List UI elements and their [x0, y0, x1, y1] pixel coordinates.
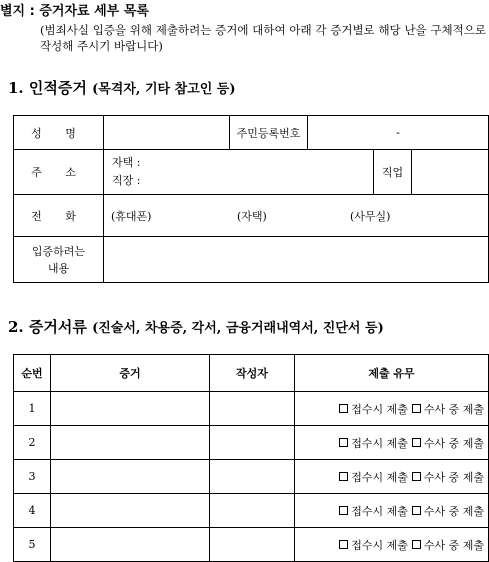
checkbox-during-investigation[interactable]	[412, 404, 421, 413]
home-address-label: 자택 :	[112, 156, 141, 169]
address-field[interactable]	[104, 150, 374, 195]
evidence-cell[interactable]	[51, 528, 210, 562]
on-receipt-label: 접수시 제출	[351, 538, 408, 552]
on-receipt-label: 접수시 제출	[351, 470, 408, 484]
table-row	[14, 392, 489, 426]
name-label: 성 명	[14, 116, 104, 150]
header-seq: 순번	[14, 355, 51, 392]
during-investigation-label: 수사 중 제출	[423, 504, 484, 518]
content-field[interactable]	[104, 237, 489, 283]
content-label	[14, 237, 104, 283]
author-cell[interactable]	[210, 528, 295, 562]
table-row	[14, 494, 489, 528]
checkbox-on-receipt[interactable]	[339, 404, 348, 413]
rrn-label: 주민등록번호	[230, 116, 308, 150]
checkbox-during-investigation[interactable]	[412, 438, 421, 447]
submission-cell	[295, 494, 489, 528]
row-number: 1	[14, 392, 51, 426]
author-cell[interactable]	[210, 392, 295, 426]
submission-cell	[295, 460, 489, 494]
submission-cell	[295, 426, 489, 460]
header-submission: 제출 유무	[295, 355, 489, 392]
home-phone-label: (자택)	[237, 209, 267, 223]
section2-title-text: 2. 증거서류	[8, 318, 87, 336]
office-phone-label: (사무실)	[350, 209, 391, 223]
checkbox-during-investigation[interactable]	[412, 506, 421, 515]
mobile-phone-label: (휴대폰)	[111, 209, 152, 223]
evidence-cell[interactable]	[51, 460, 210, 494]
author-cell[interactable]	[210, 494, 295, 528]
on-receipt-label: 접수시 제출	[351, 436, 408, 450]
section2-title	[8, 316, 384, 337]
checkbox-on-receipt[interactable]	[339, 506, 348, 515]
job-label: 직업	[374, 150, 412, 195]
table-row	[14, 528, 489, 562]
submission-cell	[295, 528, 489, 562]
rrn-field[interactable]: -	[308, 116, 489, 150]
on-receipt-label: 접수시 제출	[351, 504, 408, 518]
row-number: 5	[14, 528, 51, 562]
form-header: 별지 : 증거자료 세부 목록	[0, 4, 149, 19]
table-row	[14, 460, 489, 494]
row-number: 2	[14, 426, 51, 460]
author-cell[interactable]	[210, 426, 295, 460]
witness-table	[13, 115, 489, 283]
row-number: 4	[14, 494, 51, 528]
section2-subtitle: (진술서, 차용증, 각서, 금융거래내역서, 진단서 등)	[92, 321, 384, 336]
during-investigation-label: 수사 중 제출	[423, 402, 484, 416]
row-number: 3	[14, 460, 51, 494]
job-field[interactable]	[412, 150, 489, 195]
section1-subtitle: (목격자, 기타 참고인 등)	[92, 82, 236, 97]
evidence-cell[interactable]	[51, 494, 210, 528]
header-evidence: 증거	[51, 355, 210, 392]
evidence-cell[interactable]	[51, 426, 210, 460]
section1-title-text: 1. 인적증거	[8, 79, 87, 97]
name-field[interactable]	[104, 116, 230, 150]
phone-field[interactable]	[104, 195, 489, 237]
work-address-label: 직장 :	[112, 174, 141, 187]
instruction-note: (범죄사실 입증을 위해 제출하려는 증거에 대하여 아래 각 증거별로 해당 난을 구체적으로 작성해 주시기 바랍니다)	[40, 23, 486, 53]
checkbox-on-receipt[interactable]	[339, 472, 348, 481]
on-receipt-label: 접수시 제출	[351, 402, 408, 416]
table-row	[14, 426, 489, 460]
during-investigation-label: 수사 중 제출	[423, 470, 484, 484]
checkbox-on-receipt[interactable]	[339, 438, 348, 447]
checkbox-during-investigation[interactable]	[412, 540, 421, 549]
during-investigation-label: 수사 중 제출	[423, 436, 484, 450]
section1-title	[8, 77, 236, 98]
evidence-table	[13, 354, 489, 562]
content-label-line2: 내용	[47, 261, 70, 275]
evidence-cell[interactable]	[51, 392, 210, 426]
content-label-line1: 입증하려는	[31, 244, 86, 258]
submission-cell	[295, 392, 489, 426]
checkbox-during-investigation[interactable]	[412, 472, 421, 481]
during-investigation-label: 수사 중 제출	[423, 538, 484, 552]
address-label: 주 소	[14, 150, 104, 195]
checkbox-on-receipt[interactable]	[339, 540, 348, 549]
author-cell[interactable]	[210, 460, 295, 494]
header-author: 작성자	[210, 355, 295, 392]
phone-label: 전 화	[14, 195, 104, 237]
